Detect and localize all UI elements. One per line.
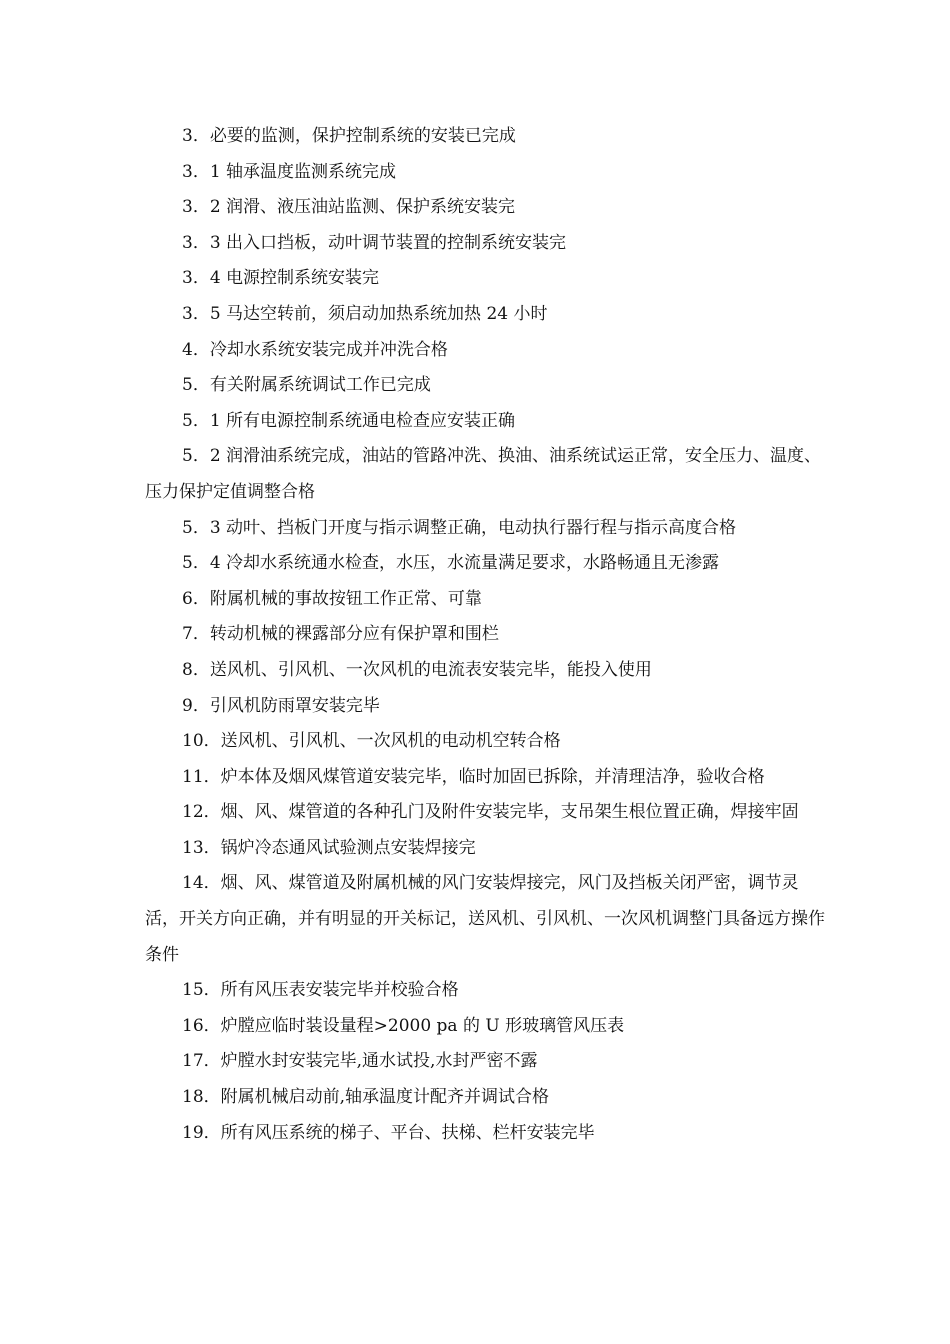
paragraph-12: 12．烟、风、煤管道的各种孔门及附件安装完毕，支吊架生根位置正确，焊接牢固: [182, 802, 799, 823]
paragraph-17: 17．炉膛水封安装完毕,通水试投,水封严密不露: [182, 1051, 538, 1072]
paragraph-3: 3．必要的监测，保护控制系统的安装已完成: [182, 126, 516, 146]
paragraph-11: 11．炉本体及烟风煤管道安装完毕，临时加固已拆除，并清理洁净，验收合格: [182, 766, 765, 787]
paragraph-14: 14．烟、风、煤管道及附属机械的风门安装焊接完，风门及挡板关闭严密，调节灵活，开关方向正确，并有明显的开关标记，送风机、引风机、一次风机调整门具备远方操作条件: [145, 873, 825, 965]
paragraph-13: 13．锅炉冷态通风试验测点安装焊接完: [182, 837, 476, 858]
paragraph-5-3: 5．3 动叶、挡板门开度与指示调整正确，电动执行器行程与指示高度合格: [182, 517, 737, 538]
paragraph-3-4: 3．4 电源控制系统安装完: [182, 268, 380, 289]
paragraph-4: 4．冷却水系统安装完成并冲洗合格: [182, 339, 448, 360]
document-body: [145, 119, 825, 1151]
paragraph-3-5: 3．5 马达空转前，须启动加热系统加热 24 小时: [182, 303, 548, 324]
paragraph-8: 8．送风机、引风机、一次风机的电流表安装完毕，能投入使用: [182, 659, 652, 680]
paragraph-9: 9．引风机防雨罩安装完毕: [182, 695, 380, 716]
paragraph-6: 6．附属机械的事故按钮工作正常、可靠: [182, 588, 482, 609]
paragraph-5-4: 5．4 冷却水系统通水检查，水压，水流量满足要求，水路畅通且无渗露: [182, 553, 720, 574]
paragraph-5: 5．有关附属系统调试工作已完成: [182, 375, 431, 396]
paragraph-3-1: 3．1 轴承温度监测系统完成: [182, 161, 397, 182]
paragraph-5-2: 5．2 润滑油系统完成，油站的管路冲洗、换油、油系统试运正常，安全压力、温度、压力保护定值调整合格: [145, 446, 822, 502]
paragraph-18: 18．附属机械启动前,轴承温度计配齐并调试合格: [182, 1087, 550, 1108]
paragraph-19: 19．所有风压系统的梯子、平台、扶梯、栏杆安装完毕: [182, 1122, 595, 1143]
paragraph-3-3: 3．3 出入口挡板，动叶调节装置的控制系统安装完: [182, 232, 567, 253]
paragraph-7: 7．转动机械的裸露部分应有保护罩和围栏: [182, 624, 499, 645]
paragraph-5-1: 5．1 所有电源控制系统通电检查应安装正确: [182, 410, 516, 431]
paragraph-16: 16．炉膛应临时装设量程>2000 pa 的 U 形玻璃管风压表: [182, 1015, 625, 1036]
paragraph-3-2: 3．2 润滑、液压油站监测、保护系统安装完: [182, 197, 516, 218]
paragraph-15: 15．所有风压表安装完毕并校验合格: [182, 980, 459, 1001]
paragraph-10: 10．送风机、引风机、一次风机的电动机空转合格: [182, 731, 561, 752]
